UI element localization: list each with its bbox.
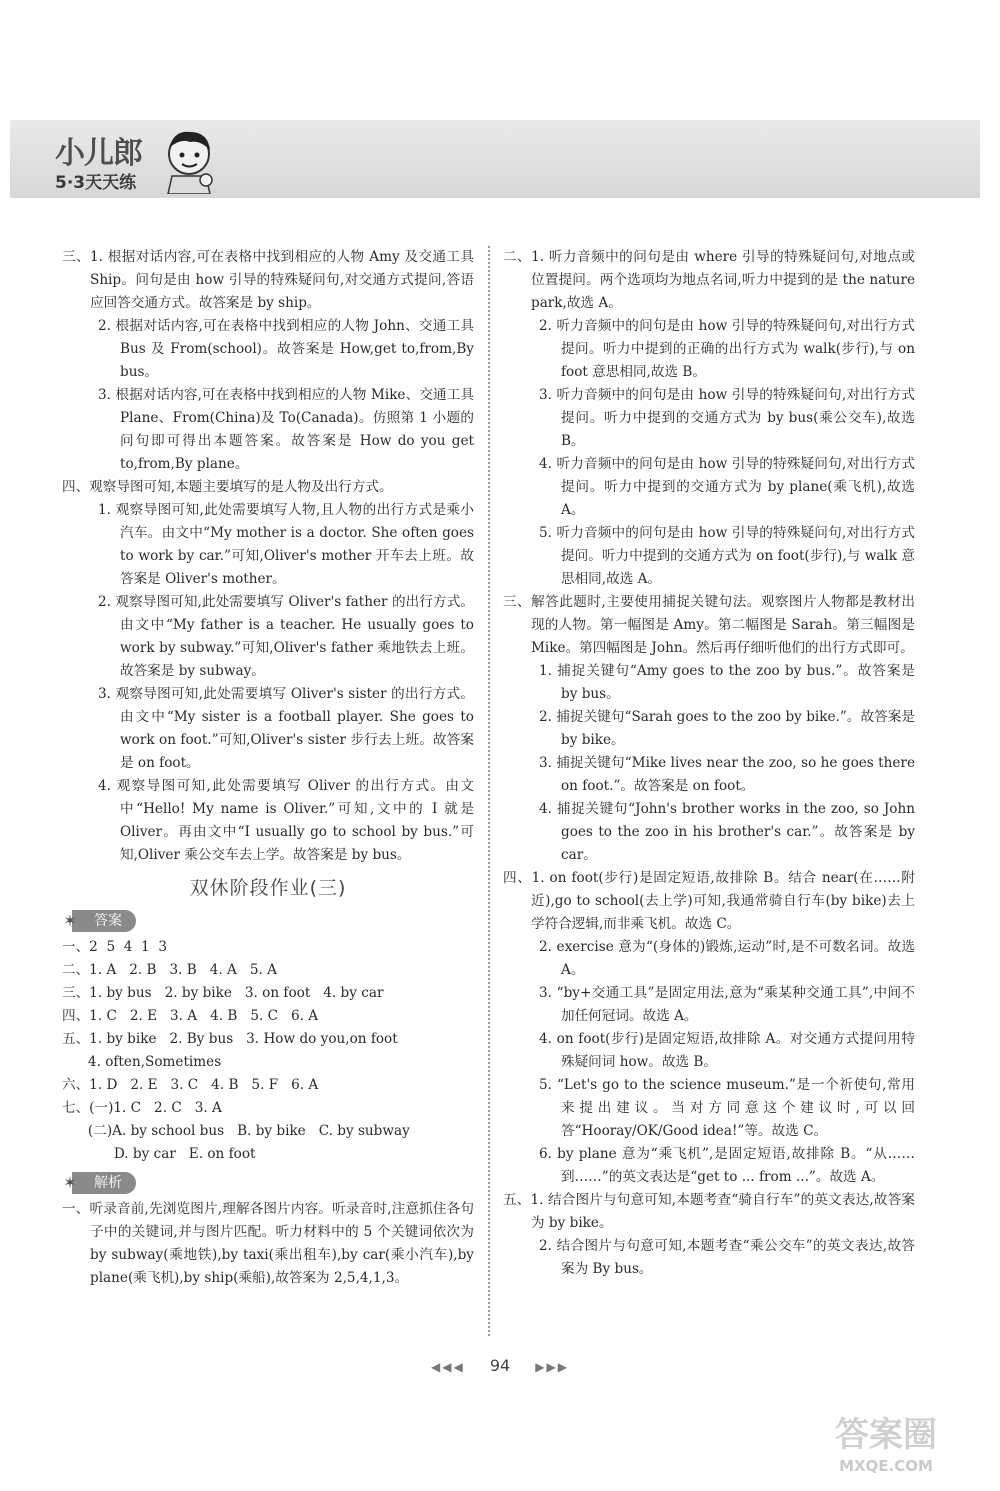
page-number: 94 [489,1356,511,1375]
right-column [503,246,915,1281]
paragraph: 四、观察导图可知,本题主要填写的是人物及出行方式。 [62,479,393,495]
answer-line: 三、1. by bus 2. by bike 3. on foot 4. by car [62,985,384,1001]
paragraph: 4. on foot(步行)是固定短语,故排除 A。对交通方式提问用特殊疑问词 how。故选 B。 [539,1031,915,1070]
answer-tag [63,910,136,932]
answer-line: 七、(一)1. C 2. C 3. A [62,1100,222,1116]
boy-mascot-icon [160,128,218,194]
paragraph: 3. 听力音频中的问句是由 how 引导的特殊疑问句,对出行方式提问。听力中提到的交通方式为 by bus(乘公交车),故选 B。 [539,387,915,449]
answer-line: D. by car E. on foot [62,1146,256,1162]
page-footer [0,1356,1000,1375]
answer-list [62,936,474,1166]
paragraph: 2. 听力音频中的问句是由 how 引导的特殊疑问句,对出行方式提问。听力中提到的正确的出行方式为 walk(步行),与 on foot 意思相同,故选 B。 [539,318,915,380]
paragraph: 3. 捕捉关键句“Mike lives near the zoo, so he goes there on foot.”。故答案是 on foot。 [539,755,915,794]
next-arrows-icon: ▶▶▶ [535,1360,569,1374]
paragraph: 5. “Let's go to the science museum.”是一个祈使句,常用来提出建议。当对方同意这个建议时,可以回答“Hooray/OK/Good idea!”等。故选 C。 [539,1077,915,1139]
logo-subtitle: 5·3天天练 [55,173,137,193]
paragraph: 4. 观察导图可知,此处需要填写 Oliver 的出行方式。由文中“Hello! My name is Oliver.”可知,文中的 I 就是 Oliver。再由文中“I usually go to school by bus.”可知,Oliver 乘公交车去上学。故答案是 by bus。 [98,778,474,863]
answer-line: 4. often,Sometimes [62,1054,222,1070]
paragraph: 五、1. 结合图片与句意可知,本题考查“骑自行车”的英文表达,故答案为 by bike。 [503,1192,915,1231]
answer-line: 二、1. A 2. B 3. B 4. A 5. A [62,962,277,978]
paragraph: 3. 观察导图可知,此处需要填写 Oliver's sister 的出行方式。由文中“My sister is a football player. She goes to work on foot.”可知,Oliver's sister 步行去上班。故答案是 on foot。 [98,686,474,771]
left-column [62,246,474,1290]
paragraph: 三、1. 根据对话内容,可在表格中找到相应的人物 Amy 及交通工具 Ship。问句是由 how 引导的特殊疑问句,对交通方式提问,答语应回答交通方式。故答案是 by ship。 [62,249,474,311]
paragraph: 2. 根据对话内容,可在表格中找到相应的人物 John、交通工具 Bus 及 From(school)。故答案是 How,get to,from,By bus。 [98,318,474,380]
paragraph: 1. 捕捉关键句“Amy goes to the zoo by bus.”。故答案是 by bus。 [539,663,915,702]
column-divider [488,246,490,1336]
paragraph: 3. “by+交通工具”是固定用法,意为“乘某种交通工具”,中间不加任何冠词。故选 A。 [539,985,915,1024]
answer-line: (二)A. by school bus B. by bike C. by subway [62,1123,410,1139]
paragraph: 三、解答此题时,主要使用捕捉关键句法。观察图片人物都是教材出现的人物。第一幅图是 Amy。第二幅图是 Sarah。第三幅图是 Mike。第四幅图是 John。然后再仔细听他们的出行方式即可。 [503,594,915,656]
paragraph: 3. 根据对话内容,可在表格中找到相应的人物 Mike、交通工具 Plane、From(China)及 To(Canada)。仿照第 1 小题的问句即可得出本题答案。故答案是 How do you get to,from,By plane。 [98,387,474,472]
paragraph: 5. 听力音频中的问句是由 how 引导的特殊疑问句,对出行方式提问。听力中提到的交通方式为 on foot(步行),与 walk 意思相同,故选 A。 [539,525,915,587]
paragraph: 4. 听力音频中的问句是由 how 引导的特殊疑问句,对出行方式提问。听力中提到的交通方式为 by plane(乘飞机),故选 A。 [539,456,915,518]
analysis-tag-label: 解析 [94,1175,122,1191]
header-banner [10,120,980,198]
logo-title: 小儿郎 [55,136,142,171]
star-icon: ✶ [63,1173,77,1192]
paragraph: 4. 捕捉关键句“John's brother works in the zoo, so John goes to the zoo in his brother's car.”。故答案是 by car。 [539,801,915,863]
paragraph: 一、听录音前,先浏览图片,理解各图片内容。听录音时,注意抓住各句子中的关键词,并与图片匹配。听力材料中的 5 个关键词依次为 by subway(乘地铁),by taxi(乘出租车),by car(乘小汽车),by plane(乘飞机),by ship(乘船),故答案为 2,5,4,1,3。 [62,1201,474,1286]
paragraph: 2. 结合图片与句意可知,本题考查“乘公交车”的英文表达,故答案为 By bus。 [539,1238,915,1277]
paragraph: 2. 观察导图可知,此处需要填写 Oliver's father 的出行方式。由文中“My father is a teacher. He usually goes to work by subway.”可知,Oliver's father 乘地铁去上班。故答案是 by subway。 [98,594,474,679]
answer-line: 一、2 5 4 1 3 [62,939,167,955]
prev-arrows-icon: ◀◀◀ [431,1360,465,1374]
star-icon: ✶ [63,911,77,930]
answer-tag-label: 答案 [94,913,122,929]
paragraph: 四、1. on foot(步行)是固定短语,故排除 B。结合 near(在……附近),go to school(去上学)可知,我通常骑自行车(by bike)去上学符合逻辑,而非乘飞机。故选 C。 [503,870,915,932]
paragraph: 2. exercise 意为“(身体的)锻炼,运动”时,是不可数名词。故选 A。 [539,939,915,978]
watermark-text: 答案圈 [835,1415,937,1455]
watermark-logo [796,1413,976,1483]
paragraph: 二、1. 听力音频中的问句是由 where 引导的特殊疑问句,对地点或位置提问。两个选项均为地点名词,听力中提到的是 the nature park,故选 A。 [503,249,915,311]
answer-line: 五、1. by bike 2. By bus 3. How do you,on foot [62,1031,398,1047]
answer-line: 六、1. D 2. E 3. C 4. B 5. F 6. A [62,1077,319,1093]
watermark-site: MXQE.COM [839,1457,933,1475]
analysis-tag [63,1172,136,1194]
paragraph: 1. 观察导图可知,此处需要填写人物,且人物的出行方式是乘小汽车。由文中“My mother is a doctor. She often goes to work by car.”可知,Oliver's mother 开车去上班。故答案是 Oliver's mother。 [98,502,474,587]
section-title: 双休阶段作业(三) [189,877,347,899]
paragraph: 2. 捕捉关键句“Sarah goes to the zoo by bike.”。故答案是 by bike。 [539,709,915,748]
answer-line: 四、1. C 2. E 3. A 4. B 5. C 6. A [62,1008,319,1024]
paragraph: 6. by plane 意为“乘飞机”,是固定短语,故排除 B。“从……到……”的英文表达是“get to ... from ...”。故选 A。 [539,1146,915,1185]
